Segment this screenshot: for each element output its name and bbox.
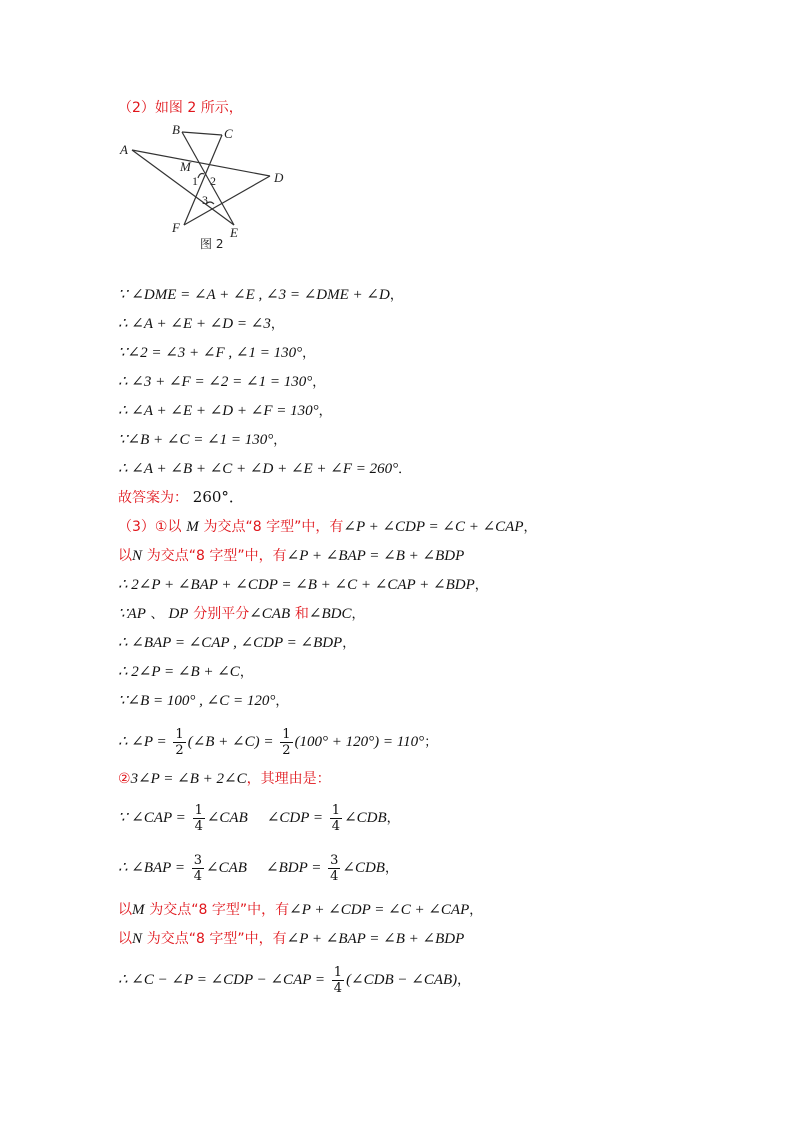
answer-line: [118, 487, 244, 508]
label-E: E: [230, 225, 238, 240]
part3-line-3: ∴ 2∠P + ∠BAP + ∠CDP = ∠B + ∠C + ∠CAP + ∠BDP，: [118, 577, 488, 593]
answer-value: 260°．: [192, 488, 244, 506]
fraction: $\frac{1}{4}$: [333, 964, 343, 996]
fraction: $\frac{1}{4}$: [331, 802, 341, 834]
proof-line-2: ∴ ∠A + ∠E + ∠D = ∠3，: [118, 316, 284, 332]
label-angle-3: 3: [202, 193, 208, 207]
math-expression: ∴ ∠A + ∠E + ∠D + ∠F = 130°: [118, 403, 319, 419]
label-B: B: [172, 122, 180, 137]
math-expression: ∴ ∠3 + ∠F = ∠2 = ∠1 = 130°: [118, 374, 313, 390]
figure-svg: [118, 120, 298, 255]
fraction: $\frac{3}{4}$: [330, 852, 339, 884]
label-A: A: [120, 142, 128, 157]
fraction: $\frac{1}{2}$: [175, 726, 184, 758]
label-D: D: [274, 170, 284, 185]
part3-line-14: ∴ ∠C − ∠P = ∠CDP − ∠CAP = $\frac{1}{4}$ (∠CDB − ∠CAB)，: [118, 964, 471, 996]
math-expression: ∴ ∠A + ∠B + ∠C + ∠D + ∠E + ∠F = 260°: [118, 461, 399, 477]
geometry-figure-2: [118, 120, 298, 259]
label-M: M: [180, 159, 191, 174]
angle-arc-1: [198, 174, 204, 179]
part3-line-10: ∵ ∠CAP = $\frac{1}{4}$ ∠CAB ∠CDP = $\frac{1}{4}$ ∠CDB，: [118, 802, 400, 834]
part3-line-8: ∴ ∠P = $\frac{1}{2}$ (∠B + ∠C) = $\frac{1}{2}$ (100° + 120°) = 110°；: [118, 726, 438, 758]
proof-line-4: ∴ ∠3 + ∠F = ∠2 = ∠1 = 130°，: [118, 374, 326, 390]
proof-line-1: ∵ ∠DME = ∠A + ∠E , ∠3 = ∠DME + ∠D，: [118, 287, 403, 303]
part2-heading: （2）如图 2 所示，: [118, 100, 243, 116]
part3-line-7: ∵∠B = 100° , ∠C = 120°，: [118, 693, 289, 709]
label-angle-2: 2: [210, 174, 216, 188]
part3-line-2: 以N 为交点“8 字型”中，有∠P + ∠BAP = ∠B + ∠BDP: [118, 548, 465, 564]
part3-line-11: ∴ ∠BAP = $\frac{3}{4}$ ∠CAB ∠BDP = $\frac{3}{4}$ ∠CDB，: [118, 852, 398, 884]
part3-line-6: ∴ 2∠P = ∠B + ∠C，: [118, 664, 253, 680]
part3-line-5: ∴ ∠BAP = ∠CAP , ∠CDP = ∠BDP，: [118, 635, 356, 651]
fraction: $\frac{3}{4}$: [193, 852, 203, 884]
label-F: F: [172, 220, 180, 235]
proof-line-7: ∴ ∠A + ∠B + ∠C + ∠D + ∠E + ∠F = 260°．: [118, 461, 412, 477]
fraction: $\frac{1}{4}$: [194, 802, 203, 834]
fraction: $\frac{1}{2}$: [282, 726, 291, 758]
segment-BC: [182, 132, 222, 135]
part3-line-13: 以N 为交点“8 字型”中，有∠P + ∠BAP = ∠B + ∠BDP: [118, 931, 465, 947]
part3-line-4: ∵AP 、 DP 分别平分∠CAB 和∠BDC，: [118, 606, 365, 622]
part3-line-9: ②3∠P = ∠B + 2∠C，其理由是：: [118, 771, 331, 787]
label-C: C: [224, 126, 233, 141]
math-expression: ∵∠2 = ∠3 + ∠F , ∠1 = 130°: [118, 345, 303, 361]
part3-line-1: （3）①以 M 为交点“8 字型”中，有∠P + ∠CDP = ∠C + ∠CAP，: [118, 519, 537, 535]
proof-line-5: ∴ ∠A + ∠E + ∠D + ∠F = 130°，: [118, 403, 332, 419]
math-expression: ∴ ∠A + ∠E + ∠D = ∠3: [118, 316, 271, 332]
answer-label: 故答案为：: [118, 490, 188, 506]
math-expression: ∵∠B + ∠C = ∠1 = 130°: [118, 432, 274, 448]
math-expression: ∵ ∠DME = ∠A + ∠E , ∠3 = ∠DME + ∠D: [118, 287, 390, 303]
proof-line-3: ∵∠2 = ∠3 + ∠F , ∠1 = 130°，: [118, 345, 316, 361]
proof-line-6: ∵∠B + ∠C = ∠1 = 130°，: [118, 432, 287, 448]
part3-line-12: 以M 为交点“8 字型”中，有∠P + ∠CDP = ∠C + ∠CAP，: [118, 902, 483, 918]
segment-AD: [132, 150, 270, 176]
figure-caption: 图 2: [200, 237, 224, 251]
label-angle-1: 1: [192, 174, 198, 188]
